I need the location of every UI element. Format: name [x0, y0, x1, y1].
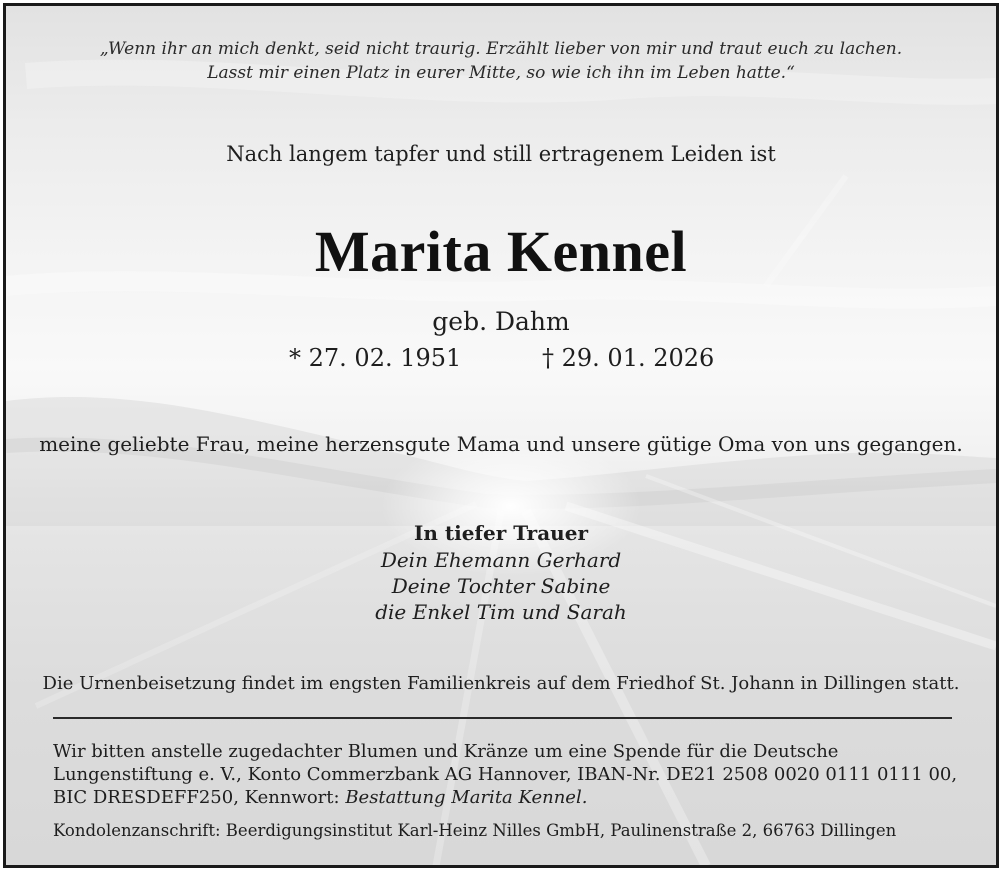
donation-request [53, 740, 957, 809]
lead-text: meine geliebte Frau, meine herzensgute Mama und unsere gütige Oma von uns gegangen. [39, 432, 963, 456]
death-date: † 29. 01. 2026 [542, 344, 715, 372]
donation-line-1: Wir bitten anstelle zugedachter Blumen und Kränze um eine Spende für die Deutsche [53, 741, 839, 762]
donation-keyword: Bestattung Marita Kennel. [345, 787, 588, 808]
donation-bic-label: BIC DRESDEFF250, Kennwort: [53, 787, 346, 808]
deceased-name: Marita Kennel [314, 219, 688, 284]
quote-line-1: „Wenn ihr an mich denkt, seid nicht traurig. Erzählt lieber von mir und traut euch zu lachen. [99, 39, 903, 59]
mourner-name: die Enkel Tim und Sarah [375, 600, 627, 624]
mourner-name: Dein Ehemann Gerhard [380, 548, 622, 572]
obituary-notice [3, 3, 999, 868]
condolence-address: Kondolenzanschrift: Beerdigungsinstitut Karl-Heinz Nilles GmbH, Paulinenstraße 2, 66763 Dillingen [53, 821, 897, 840]
donation-line-2: Lungenstiftung e. V., Konto Commerzbank AG Hannover, IBAN-Nr. DE21 2508 0020 0111 0111 00, [53, 764, 958, 785]
donation-line-3 [53, 786, 957, 809]
divider-line [53, 717, 952, 719]
birth-name: geb. Dahm [432, 307, 570, 336]
mourner-name: Deine Tochter Sabine [391, 574, 611, 598]
birth-date: * 27. 02. 1951 [289, 344, 462, 372]
mourners-heading: In tiefer Trauer [414, 521, 588, 545]
burial-notice: Die Urnenbeisetzung findet im engsten Familienkreis auf dem Friedhof St. Johann in Dillingen statt. [42, 673, 960, 694]
quote-line-2: Lasst mir einen Platz in eurer Mitte, so wie ich ihn im Leben hatte.“ [207, 63, 795, 83]
intro-text: Nach langem tapfer und still ertragenem Leiden ist [226, 142, 776, 166]
